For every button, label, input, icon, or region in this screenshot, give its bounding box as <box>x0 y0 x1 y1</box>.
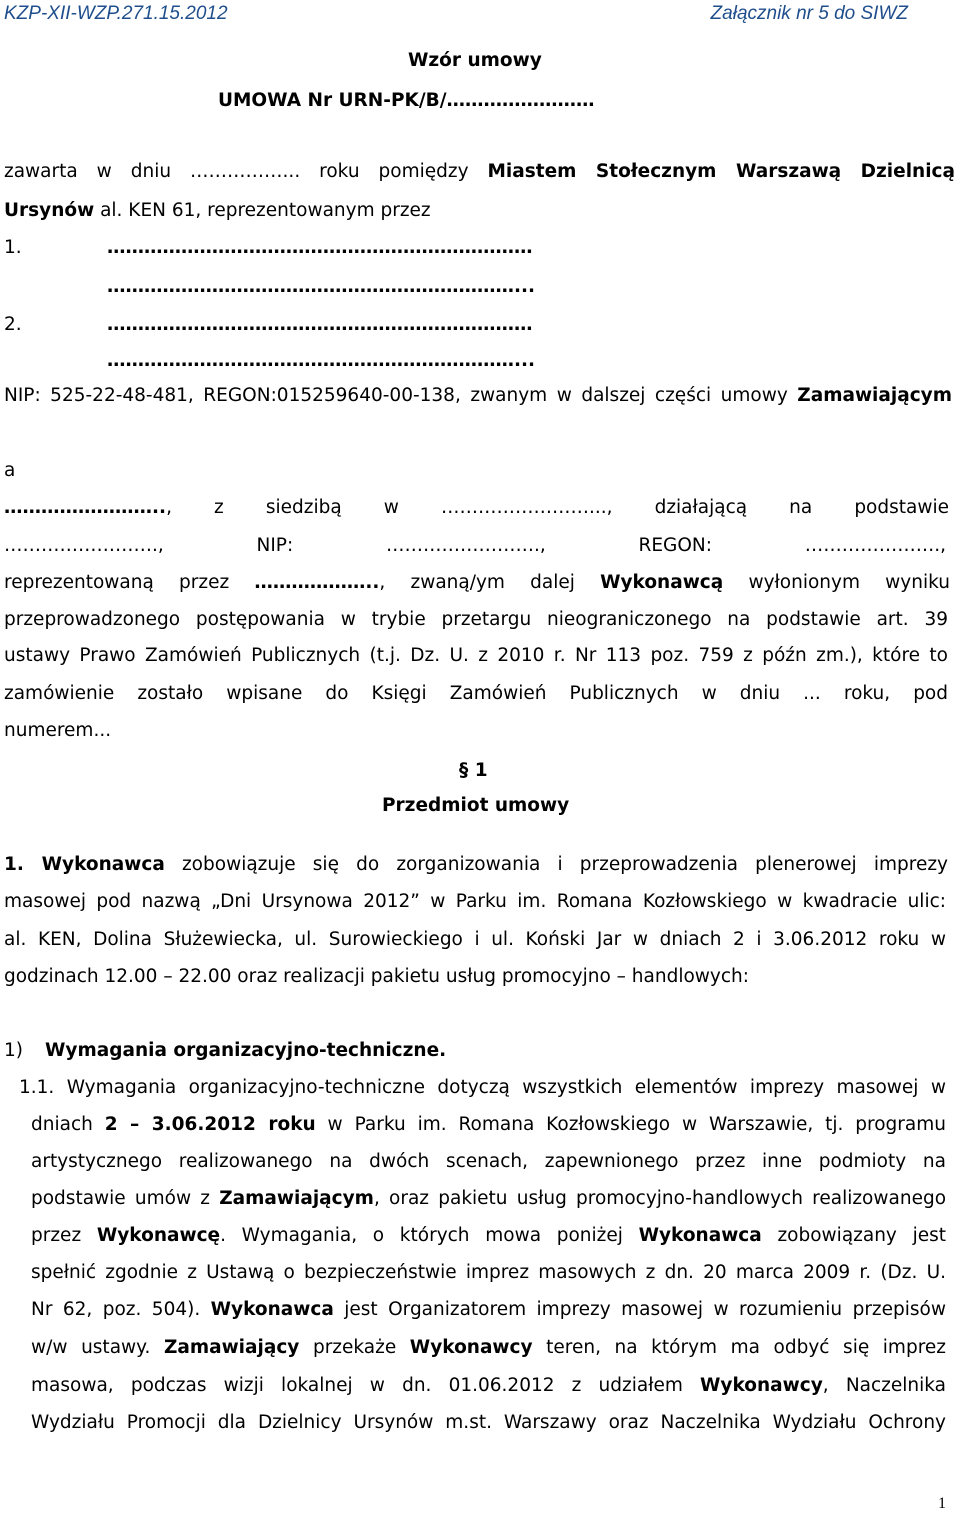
item-11-line-6: spełnić zgodnie z Ustawą o bezpieczeństwie imprez masowych z dn. 20 marca 2009 r. (Dz. U. <box>31 1262 946 1283</box>
item-11-line-9 <box>31 1375 946 1397</box>
dots: ……………….. <box>254 572 380 593</box>
text: Nr 62, poz. 504). <box>31 1299 211 1320</box>
contract-number: UMOWA Nr URN-PK/B/…………………… <box>218 90 595 111</box>
text: al. KEN 61, reprezentowanym przez <box>94 200 431 221</box>
party-role: Zamawiającym <box>797 385 952 406</box>
text: w/w ustawy. <box>31 1337 164 1358</box>
conjunction-a: a <box>4 460 16 481</box>
item-1-number: 1) <box>4 1040 23 1061</box>
nip-line <box>4 385 952 407</box>
text: masowa, podczas wizji lokalnej w dn. 01.06.2012 z udziałem <box>31 1375 701 1396</box>
item-11-line-1: 1.1. Wymagania organizacyjno-techniczne dotyczą wszystkich elementów imprezy masowej w <box>19 1077 946 1098</box>
p1-line-4: godzinach 12.00 – 22.00 oraz realizacji pakietu usług promocyjno – handlowych: <box>4 966 749 987</box>
intro-line-1 <box>4 161 955 183</box>
text: zobowiązany jest <box>761 1225 946 1246</box>
party-name: Ursynów <box>4 200 95 221</box>
p1-line-2: masowej pod nazwą „Dni Ursynowa 2012” w Parku im. Romana Kozłowskiego w kwadracie ulic: <box>4 891 946 912</box>
rep-2-dots-cont: …………………………………………………………... <box>107 350 536 371</box>
text: przez <box>31 1225 97 1246</box>
text: . Wymagania, o których mowa poniżej <box>220 1225 639 1246</box>
party-role: Zamawiający <box>163 1337 300 1358</box>
p1-line-1 <box>4 854 948 876</box>
header-attachment: Załącznik nr 5 do SIWZ <box>710 3 908 24</box>
party-role: Wykonawcą <box>600 572 724 593</box>
text: , oraz pakietu usług promocyjno-handlowych realizowanego <box>373 1188 946 1209</box>
contractor-line-3 <box>4 572 950 594</box>
text: jest Organizatorem imprezy masowej w rozumieniu przepisów <box>333 1299 946 1320</box>
contractor-line-7: numerem... <box>4 720 112 741</box>
item-11-line-10: Wydziału Promocji dla Dzielnicy Ursynów m.st. Warszawy oraz Naczelnika Wydziału Ochrony <box>31 1412 946 1433</box>
item-11-line-2 <box>31 1114 946 1136</box>
text: , z siedzibą w ……………………..., działającą na podstawie <box>166 497 949 518</box>
contractor-line-4: przeprowadzonego postępowania w trybie przetargu nieograniczonego na podstawie art. 39 <box>4 609 948 630</box>
p1-line-3: al. KEN, Dolina Służewiecka, ul. Surowieckiego i ul. Koński Jar w dniach 2 i 3.06.2012 roku w <box>4 929 946 950</box>
text: reprezentowaną przez <box>4 572 255 593</box>
rep-2-number: 2. <box>4 314 22 335</box>
contractor-line-5: ustawy Prawo Zamówień Publicznych (t.j. Dz. U. z 2010 r. Nr 113 poz. 759 z późn zm.), które to <box>4 645 948 666</box>
text: , Naczelnika <box>822 1375 946 1396</box>
item-1-title: Wymagania organizacyjno-techniczne. <box>45 1040 447 1061</box>
item-11-line-5 <box>31 1225 946 1247</box>
text: w Parku im. Romana Kozłowskiego w Warszawie, tj. programu <box>315 1114 946 1135</box>
party-role: Wykonawca <box>638 1225 762 1246</box>
party-role: Wykonawca <box>210 1299 334 1320</box>
party-role: Wykonawca <box>41 854 165 875</box>
dots: …………………….. <box>4 497 167 518</box>
document-title: Wzór umowy <box>408 50 542 71</box>
text: teren, na którym ma odbyć się imprez <box>532 1337 946 1358</box>
item-11-line-8 <box>31 1337 946 1359</box>
party-role: Wykonawcę <box>96 1225 221 1246</box>
contractor-line-2: ……………………., NIP: ……………………., REGON: …………………., <box>4 535 946 556</box>
party-role: Wykonawcy <box>409 1337 533 1358</box>
text: wyłonionym wyniku <box>723 572 950 593</box>
section-title: Przedmiot umowy <box>382 795 570 816</box>
rep-1-dots-cont: …………………………………………………………... <box>107 276 536 297</box>
page-number: 1 <box>938 1495 946 1512</box>
text: podstawie umów z <box>31 1188 220 1209</box>
section-symbol: § 1 <box>459 760 488 781</box>
header-reference: KZP-XII-WZP.271.15.2012 <box>4 3 228 24</box>
text: dniach <box>31 1114 105 1135</box>
intro-line-2 <box>4 200 431 222</box>
text: zawarta w dniu ……………... roku pomiędzy <box>4 161 488 182</box>
text: przekaże <box>299 1337 410 1358</box>
dates: 2 – 3.06.2012 roku <box>104 1114 316 1135</box>
rep-2-dots: …………………………………………………………… <box>107 314 533 335</box>
text: , zwaną/ym dalej <box>379 572 601 593</box>
item-11-line-3: artystycznego realizowanego na dwóch scenach, zapewnionego przez inne podmioty na <box>31 1151 946 1172</box>
item-11-line-7 <box>31 1299 946 1321</box>
item-11-line-4 <box>31 1188 946 1210</box>
rep-1-number: 1. <box>4 237 22 258</box>
contractor-line-6: zamówienie zostało wpisane do Księgi Zamówień Publicznych w dniu ... roku, pod <box>4 683 948 704</box>
party-role: Wykonawcy <box>700 1375 823 1396</box>
contractor-line-1 <box>4 497 949 519</box>
number: 1. <box>4 854 42 875</box>
party-name: Miastem Stołecznym Warszawą Dzielnicą <box>487 161 955 182</box>
party-role: Zamawiającym <box>219 1188 374 1209</box>
text: NIP: 525-22-48-481, REGON:015259640-00-138, zwanym w dalszej części umowy <box>4 385 798 406</box>
text: zobowiązuje się do zorganizowania i przeprowadzenia plenerowej imprezy <box>164 854 948 875</box>
rep-1-dots: …………………………………………………………… <box>107 237 533 258</box>
